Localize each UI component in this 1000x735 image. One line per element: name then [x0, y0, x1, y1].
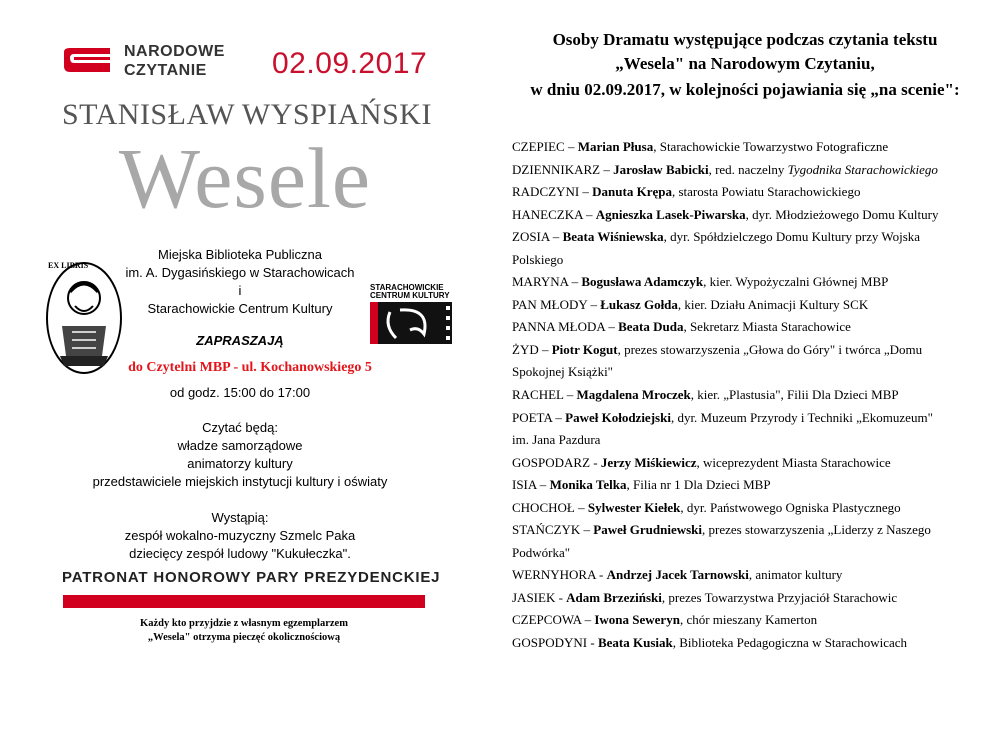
- cast-header-line: Osoby Dramatu występujące podczas czytania tekstu: [552, 30, 938, 49]
- cast-row: [512, 361, 1000, 384]
- cast-actor-description: Podwórka": [512, 544, 571, 560]
- cast-role: ŻYD –: [512, 341, 552, 357]
- cast-actor-description: , starosta Powiatu Starachowickiego: [671, 184, 861, 200]
- cast-panel: [490, 0, 1000, 735]
- cast-header-line: „Wesela" na Narodowym Czytaniu,: [615, 54, 875, 73]
- poster-panel: [0, 0, 480, 735]
- book-logo-icon: [62, 46, 114, 74]
- cast-role: CZEPIEC –: [512, 139, 578, 154]
- event-place: do Czytelni MBP - ul. Kochanowskiego 5: [128, 360, 372, 375]
- cast-actor-description: , prezes stowarzyszenia „Głowa do Góry" i twórca „Domu: [617, 341, 923, 357]
- cast-actor-description: Polskiego: [512, 251, 564, 267]
- cast-role: STAŃCZYK –: [512, 522, 594, 538]
- author-name: STANISŁAW WYSPIAŃSKI: [62, 98, 432, 131]
- readers-line: przedstawiciele miejskich instytucji kultury i oświaty: [92, 474, 388, 489]
- cast-role: GOSPODYNI -: [512, 635, 598, 651]
- cast-actor-name: Monika Telka: [549, 477, 627, 493]
- cast-role: MARYNA –: [512, 274, 582, 290]
- cast-actor-name: Agnieszka Lasek-Piwarska: [595, 206, 746, 222]
- cast-role: JASIEK -: [512, 589, 567, 605]
- cast-actor-name: Danuta Krępa: [592, 184, 672, 200]
- honorary-patronage: PATRONAT HONOROWY PARY PREZYDENCKIEJ: [62, 569, 441, 586]
- readers-line: Czytać będą:: [202, 420, 278, 435]
- readers-line: animatorzy kultury: [187, 456, 293, 471]
- cast-row: [512, 249, 1000, 272]
- cast-actor-description: , dyr. Muzeum Przyrody i Techniki „Ekomuzeum": [670, 409, 933, 425]
- logo-line-2: CZYTANIE: [124, 62, 207, 79]
- cast-actor-description: , red. naczelny: [708, 161, 788, 177]
- performers-line: zespół wokalno-muzyczny Szmelc Paka: [124, 528, 356, 543]
- cast-actor-description: , dyr. Młodzieżowego Domu Kultury: [745, 206, 939, 222]
- exlibris-label: EX LIBRIS: [48, 261, 89, 270]
- cast-row: [512, 407, 1000, 430]
- cast-actor-name: Jarosław Babicki: [613, 161, 709, 177]
- cast-actor-description: , kier. Wypożyczalni Głównej MBP: [703, 274, 889, 290]
- cast-actor-name: Beata Kusiak: [597, 635, 673, 651]
- drama-title: Wesele: [118, 130, 372, 226]
- cast-row: [512, 316, 1000, 339]
- cast-row: [512, 519, 1000, 542]
- cast-role: HANECZKA –: [512, 206, 596, 222]
- cast-list: [512, 136, 1000, 655]
- cast-role: DZIENNIKARZ –: [512, 161, 614, 177]
- cast-row: [512, 564, 1000, 587]
- cast-role: ZOSIA –: [512, 229, 563, 245]
- organizer-line: Miejska Biblioteka Publiczna: [157, 247, 323, 262]
- cast-actor-name: Adam Brzeziński: [566, 589, 662, 605]
- cast-row: [512, 474, 1000, 497]
- cast-actor-name: Beata Duda: [618, 319, 684, 335]
- cast-row: [512, 271, 1000, 294]
- cast-row: [512, 226, 1000, 249]
- sck-logo-line-1: STARACHOWICKIE: [370, 283, 444, 292]
- cast-row: [512, 204, 1000, 227]
- cast-actor-name: Andrzej Jacek Tarnowski: [606, 567, 749, 583]
- cast-actor-description: , Sekretarz Miasta Starachowice: [683, 319, 851, 335]
- cast-role: POETA –: [512, 409, 566, 425]
- cast-role: WERNYHORA -: [512, 567, 607, 583]
- cast-row: [512, 429, 1000, 452]
- cast-actor-description: im. Jana Pazdura: [512, 432, 601, 448]
- organizer-line: i: [238, 283, 242, 298]
- cast-role: GOSPODARZ -: [512, 454, 601, 470]
- cast-row: [512, 339, 1000, 362]
- cast-actor-name: Beata Wiśniewska: [562, 229, 664, 245]
- cast-actor-description: , Starachowickie Towarzystwo Fotograficzne: [653, 139, 889, 154]
- organizer-line: Starachowickie Centrum Kultury: [147, 301, 333, 316]
- cast-actor-name: Bogusława Adamczyk: [581, 274, 704, 290]
- cast-actor-name: Magdalena Mroczek: [576, 387, 691, 403]
- cast-role: RACHEL –: [512, 387, 577, 403]
- stamp-note-line: Każdy kto przyjdzie z własnym egzemplarzem: [140, 618, 348, 629]
- event-hours: od godz. 15:00 do 17:00: [169, 385, 311, 400]
- cast-actor-description: Spokojnej Książki": [512, 364, 613, 380]
- invite-heading: ZAPRASZAJĄ: [196, 333, 284, 348]
- cast-row: [512, 609, 1000, 632]
- performers-line: dziecięcy zespół ludowy "Kukułeczka".: [129, 546, 351, 561]
- cast-header-line: w dniu 02.09.2017, w kolejności pojawiania się „na scenie":: [530, 80, 960, 99]
- cast-row: [512, 294, 1000, 317]
- cast-actor-description: , chór mieszany Kamerton: [679, 612, 818, 628]
- cast-role: CZEPCOWA –: [512, 612, 595, 628]
- cast-row: [512, 632, 1000, 655]
- cast-row: [512, 384, 1000, 407]
- cast-role: RADCZYNI –: [512, 184, 593, 200]
- cast-actor-description: , prezes stowarzyszenia „Liderzy z Naszego: [702, 522, 931, 538]
- performers-line: Wystąpią:: [211, 510, 269, 525]
- stamp-note-line: „Wesela" otrzyma pieczęć okolicznościową: [147, 632, 341, 643]
- cast-actor-name: Łukasz Gołda: [600, 296, 678, 312]
- cast-actor-description: , wiceprezydent Miasta Starachowice: [696, 454, 891, 470]
- cast-actor-name: Piotr Kogut: [551, 341, 618, 357]
- cast-role: CHOCHOŁ –: [512, 499, 588, 515]
- cast-row: [512, 587, 1000, 610]
- cast-row: [512, 452, 1000, 475]
- readers-line: władze samorządowe: [177, 438, 303, 453]
- cast-actor-description: , dyr. Spółdzielczego Domu Kultury przy Wojska: [663, 229, 921, 245]
- cast-actor-name: Iwona Seweryn: [594, 612, 680, 628]
- cast-actor-description: , kier. „Plastusia", Filii Dla Dzieci MBP: [690, 387, 899, 403]
- cast-actor-name: Marian Płusa: [577, 139, 654, 154]
- cast-row: [512, 181, 1000, 204]
- cast-actor-name: Sylwester Kiełek: [587, 499, 681, 515]
- event-date: 02.09.2017: [272, 47, 428, 80]
- cast-role: ISIA –: [512, 477, 550, 493]
- narodowe-czytanie-logo: [62, 42, 232, 82]
- cast-actor-description: , dyr. Państwowego Ogniska Plastycznego: [680, 499, 901, 515]
- logo-line-1: NARODOWE: [124, 43, 225, 60]
- cast-actor-description: , prezes Towarzystwa Przyjaciół Starachowic: [661, 589, 898, 605]
- cast-row: [512, 542, 1000, 565]
- cast-actor-name: Paweł Kołodziejski: [565, 409, 671, 425]
- cast-actor-description: , Biblioteka Pedagogiczna w Starachowicach: [672, 635, 907, 651]
- cast-row: [512, 159, 1000, 182]
- cast-row: [512, 497, 1000, 520]
- sck-logo-line-2: CENTRUM KULTURY: [370, 291, 450, 300]
- cast-actor-description: , Filia nr 1 Dla Dzieci MBP: [626, 477, 771, 493]
- cast-actor-description: , animator kultury: [748, 567, 843, 583]
- cast-actor-name: Paweł Grudniewski: [593, 522, 703, 538]
- organizer-line: im. A. Dygasińskiego w Starachowicach: [125, 265, 355, 280]
- cast-actor-description-italic: Tygodnika Starachowickiego: [787, 161, 938, 177]
- cast-actor-name: Jerzy Miśkiewicz: [600, 454, 697, 470]
- red-divider-bar: [63, 595, 425, 608]
- cast-role: PAN MŁODY –: [512, 296, 601, 312]
- cast-role: PANNA MŁODA –: [512, 319, 619, 335]
- cast-row: [512, 136, 1000, 159]
- cast-actor-description: , kier. Działu Animacji Kultury SCK: [677, 296, 869, 312]
